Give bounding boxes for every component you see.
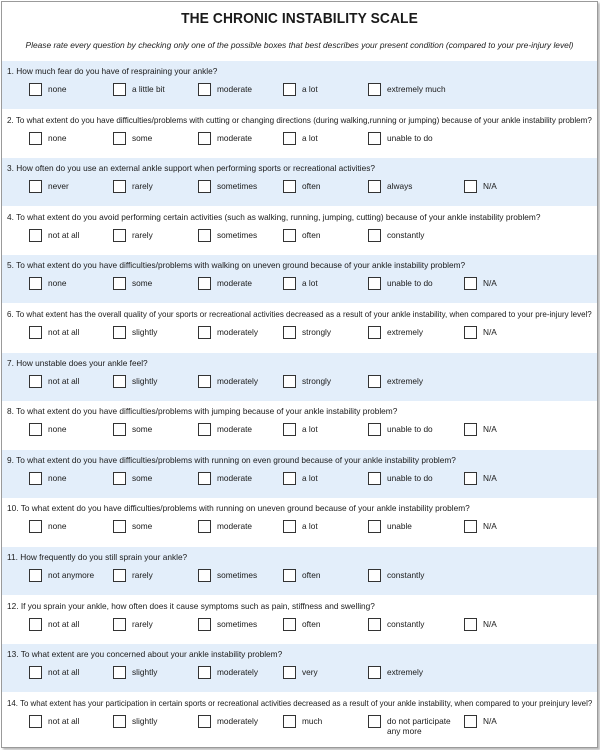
answer-label: strongly bbox=[302, 327, 332, 337]
question-text: 4. To what extent do you avoid performing certain activities (such as walking, running, jumping, cutting) because of your ankle instability problem? bbox=[7, 211, 541, 222]
answer-label: N/A bbox=[483, 521, 497, 532]
answer-label: a lot bbox=[302, 472, 318, 483]
answer-checkbox[interactable] bbox=[368, 472, 381, 485]
answer-checkbox[interactable] bbox=[29, 229, 42, 242]
answer-options bbox=[2, 180, 597, 204]
answer-label: unable bbox=[387, 521, 412, 532]
question-2 bbox=[2, 110, 597, 158]
answer-label: often bbox=[302, 570, 321, 580]
answer-options bbox=[2, 132, 597, 156]
answer-label: unable to do bbox=[387, 278, 433, 289]
answer-label: moderately bbox=[217, 667, 259, 678]
answer-label: none bbox=[48, 278, 67, 289]
answer-checkbox[interactable] bbox=[29, 618, 42, 631]
answer-checkbox[interactable] bbox=[368, 229, 381, 242]
answer-checkbox[interactable] bbox=[113, 715, 126, 728]
answer-options bbox=[2, 277, 597, 301]
question-12 bbox=[2, 596, 597, 644]
answer-options bbox=[2, 520, 597, 544]
answer-label: a lot bbox=[302, 132, 318, 143]
answer-label: do not participate any more bbox=[387, 715, 451, 736]
answer-checkbox[interactable] bbox=[283, 618, 296, 631]
question-text: 7. How unstable does your ankle feel? bbox=[7, 357, 148, 368]
question-7 bbox=[2, 353, 597, 401]
answer-label: moderate bbox=[217, 84, 253, 94]
answer-label: much bbox=[302, 715, 323, 726]
answer-label: a lot bbox=[302, 84, 318, 94]
answer-checkbox[interactable] bbox=[368, 666, 381, 679]
answer-label: always bbox=[387, 181, 413, 192]
answer-label: constantly bbox=[387, 229, 425, 240]
answer-checkbox[interactable] bbox=[368, 326, 381, 339]
question-1 bbox=[2, 61, 597, 109]
answer-checkbox[interactable] bbox=[29, 520, 42, 533]
answer-label: not at all bbox=[48, 327, 80, 337]
answer-label: not at all bbox=[48, 375, 80, 386]
question-text: 6. To what extent has the overall quality of your sports or recreational activities decreased as a result of your ankle instability, when compared to your pre-injury level? bbox=[7, 309, 592, 319]
answer-checkbox[interactable] bbox=[29, 472, 42, 485]
answer-label: unable to do bbox=[387, 424, 433, 435]
answer-checkbox[interactable] bbox=[283, 520, 296, 533]
answer-label: rarely bbox=[132, 229, 153, 240]
answer-checkbox[interactable] bbox=[198, 715, 211, 728]
answer-checkbox[interactable] bbox=[113, 520, 126, 533]
answer-checkbox[interactable] bbox=[464, 277, 477, 290]
answer-checkbox[interactable] bbox=[283, 229, 296, 242]
answer-label: never bbox=[48, 181, 69, 192]
answer-checkbox[interactable] bbox=[368, 132, 381, 145]
answer-label: unable to do bbox=[387, 132, 433, 143]
answer-checkbox[interactable] bbox=[368, 715, 381, 728]
answer-label: a lot bbox=[302, 521, 318, 532]
answer-label: moderate bbox=[217, 278, 253, 289]
answer-checkbox[interactable] bbox=[29, 375, 42, 388]
answer-label: moderately bbox=[217, 375, 259, 386]
answer-checkbox[interactable] bbox=[29, 132, 42, 145]
answer-checkbox[interactable] bbox=[283, 715, 296, 728]
question-text: 1. How much fear do you have of respraining your ankle? bbox=[7, 66, 218, 76]
answer-label: moderate bbox=[217, 521, 253, 532]
answer-label: moderately bbox=[217, 715, 259, 726]
answer-label: some bbox=[132, 521, 153, 532]
answer-checkbox[interactable] bbox=[113, 666, 126, 679]
answer-checkbox[interactable] bbox=[198, 520, 211, 533]
answer-checkbox[interactable] bbox=[113, 423, 126, 436]
answer-label: moderate bbox=[217, 132, 253, 143]
answer-label: N/A bbox=[483, 715, 497, 726]
answer-checkbox[interactable] bbox=[283, 326, 296, 339]
question-text: 10. To what extent do you have difficulties/problems with running on uneven ground because of your ankle instability problem? bbox=[7, 503, 470, 514]
answer-checkbox[interactable] bbox=[113, 472, 126, 485]
answer-label: extremely bbox=[387, 327, 423, 337]
answer-checkbox[interactable] bbox=[29, 666, 42, 679]
answer-checkbox[interactable] bbox=[283, 180, 296, 193]
answer-checkbox[interactable] bbox=[29, 326, 42, 339]
answer-label: N/A bbox=[483, 618, 497, 629]
questionnaire-page bbox=[1, 1, 598, 748]
answer-checkbox[interactable] bbox=[368, 277, 381, 290]
answer-label: N/A bbox=[483, 424, 497, 435]
answer-options bbox=[2, 83, 597, 107]
answer-checkbox[interactable] bbox=[283, 666, 296, 679]
answer-checkbox[interactable] bbox=[283, 472, 296, 485]
answer-label: N/A bbox=[483, 278, 497, 289]
instructions-text: Please rate every question by checking only one of the possible boxes that best describes your present condition (compared to your pre-injury level) bbox=[25, 40, 574, 50]
answer-label: a lot bbox=[302, 278, 318, 289]
question-text: 2. To what extent do you have difficulties/problems with cutting or changing directions (during walking,running or jumping) because of your ankle instability problem? bbox=[7, 114, 592, 125]
answer-label: some bbox=[132, 472, 153, 483]
answer-checkbox[interactable] bbox=[368, 520, 381, 533]
answer-checkbox[interactable] bbox=[464, 618, 477, 631]
answer-label: rarely bbox=[132, 181, 153, 192]
answer-label: none bbox=[48, 424, 67, 435]
answer-label: unable to do bbox=[387, 472, 433, 483]
answer-checkbox[interactable] bbox=[283, 83, 296, 96]
answer-checkbox[interactable] bbox=[283, 277, 296, 290]
answer-label: moderate bbox=[217, 424, 253, 435]
answer-checkbox[interactable] bbox=[198, 83, 211, 96]
answer-label: not anymore bbox=[48, 570, 95, 580]
answer-checkbox[interactable] bbox=[113, 83, 126, 96]
answer-checkbox[interactable] bbox=[464, 472, 477, 485]
answer-checkbox[interactable] bbox=[283, 423, 296, 436]
answer-label: slightly bbox=[132, 667, 158, 678]
answer-label: not at all bbox=[48, 229, 80, 240]
answer-label: moderate bbox=[217, 472, 253, 483]
answer-checkbox[interactable] bbox=[198, 569, 211, 582]
answer-checkbox[interactable] bbox=[29, 277, 42, 290]
answer-checkbox[interactable] bbox=[464, 423, 477, 436]
answer-label: none bbox=[48, 132, 67, 143]
answer-checkbox[interactable] bbox=[113, 618, 126, 631]
answer-label: not at all bbox=[48, 618, 80, 629]
answer-label: some bbox=[132, 424, 153, 435]
question-9 bbox=[2, 450, 597, 498]
answer-options bbox=[2, 666, 597, 690]
answer-checkbox[interactable] bbox=[113, 277, 126, 290]
answer-options bbox=[2, 375, 597, 399]
answer-checkbox[interactable] bbox=[464, 326, 477, 339]
answer-checkbox[interactable] bbox=[198, 472, 211, 485]
answer-checkbox[interactable] bbox=[29, 83, 42, 96]
answer-label: not at all bbox=[48, 667, 80, 678]
answer-label: none bbox=[48, 84, 67, 94]
question-14 bbox=[2, 693, 597, 741]
question-text: 8. To what extent do you have difficulties/problems with jumping because of your ankle instability problem? bbox=[7, 406, 398, 417]
question-3 bbox=[2, 158, 597, 206]
answer-checkbox[interactable] bbox=[198, 229, 211, 242]
answer-label: none bbox=[48, 521, 67, 532]
answer-checkbox[interactable] bbox=[464, 180, 477, 193]
question-8 bbox=[2, 401, 597, 449]
answer-label: not at all bbox=[48, 715, 80, 726]
answer-label: some bbox=[132, 278, 153, 289]
answer-label: often bbox=[302, 618, 321, 629]
answer-checkbox[interactable] bbox=[198, 326, 211, 339]
answer-label: sometimes bbox=[217, 618, 258, 629]
answer-checkbox[interactable] bbox=[113, 180, 126, 193]
question-11 bbox=[2, 547, 597, 595]
answer-label: some bbox=[132, 132, 153, 143]
question-13 bbox=[2, 644, 597, 692]
answer-checkbox[interactable] bbox=[283, 132, 296, 145]
answer-checkbox[interactable] bbox=[198, 277, 211, 290]
answer-checkbox[interactable] bbox=[113, 132, 126, 145]
answer-checkbox[interactable] bbox=[283, 375, 296, 388]
page-title: THE CHRONIC INSTABILITY SCALE bbox=[181, 10, 418, 27]
question-text: 12. If you sprain your ankle, how often does it cause symptoms such as pain, stiffness and swelling? bbox=[7, 600, 375, 611]
question-text: 13. To what extent are you concerned about your ankle instability problem? bbox=[7, 649, 283, 660]
answer-checkbox[interactable] bbox=[113, 326, 126, 339]
answer-checkbox[interactable] bbox=[29, 569, 42, 582]
answer-label: sometimes bbox=[217, 181, 258, 192]
answer-label: N/A bbox=[483, 327, 497, 337]
answer-checkbox[interactable] bbox=[29, 423, 42, 436]
question-6 bbox=[2, 304, 597, 352]
answer-label: moderately bbox=[217, 327, 259, 337]
answer-label: N/A bbox=[483, 472, 497, 483]
answer-label: slightly bbox=[132, 375, 158, 386]
answer-checkbox[interactable] bbox=[368, 569, 381, 582]
answer-label: sometimes bbox=[217, 229, 258, 240]
answer-checkbox[interactable] bbox=[198, 180, 211, 193]
question-5 bbox=[2, 255, 597, 303]
answer-label: rarely bbox=[132, 570, 153, 580]
answer-checkbox[interactable] bbox=[368, 375, 381, 388]
answer-label: constantly bbox=[387, 570, 425, 580]
answer-checkbox[interactable] bbox=[113, 569, 126, 582]
question-text: 9. To what extent do you have difficulties/problems with running on even ground because of your ankle instability problem? bbox=[7, 454, 456, 465]
answer-label: none bbox=[48, 472, 67, 483]
answer-checkbox[interactable] bbox=[464, 520, 477, 533]
answer-checkbox[interactable] bbox=[29, 715, 42, 728]
answer-checkbox[interactable] bbox=[29, 180, 42, 193]
answer-label: sometimes bbox=[217, 570, 258, 580]
answer-checkbox[interactable] bbox=[283, 569, 296, 582]
answer-checkbox[interactable] bbox=[198, 132, 211, 145]
answer-checkbox[interactable] bbox=[368, 83, 381, 96]
question-10 bbox=[2, 498, 597, 546]
answer-label: constantly bbox=[387, 618, 425, 629]
answer-label: a lot bbox=[302, 424, 318, 435]
answer-label: strongly bbox=[302, 375, 332, 386]
answer-options bbox=[2, 472, 597, 496]
answer-checkbox[interactable] bbox=[368, 423, 381, 436]
answer-options bbox=[2, 569, 597, 593]
question-text: 11. How frequently do you still sprain your ankle? bbox=[7, 552, 188, 562]
answer-checkbox[interactable] bbox=[113, 375, 126, 388]
answer-checkbox[interactable] bbox=[368, 180, 381, 193]
answer-options bbox=[2, 326, 597, 350]
answer-checkbox[interactable] bbox=[198, 618, 211, 631]
answer-label: slightly bbox=[132, 327, 158, 337]
answer-options bbox=[2, 423, 597, 447]
answer-checkbox[interactable] bbox=[464, 715, 477, 728]
question-text: 5. To what extent do you have difficulties/problems with walking on uneven ground because of your ankle instability problem? bbox=[7, 260, 466, 271]
answer-checkbox[interactable] bbox=[198, 666, 211, 679]
answer-label: extremely bbox=[387, 375, 423, 386]
question-text: 3. How often do you use an external ankle support when performing sports or recreational activities? bbox=[7, 163, 376, 174]
answer-options bbox=[2, 229, 597, 253]
answer-options bbox=[2, 715, 597, 739]
answer-label: extremely much bbox=[387, 84, 446, 94]
answer-checkbox[interactable] bbox=[198, 375, 211, 388]
answer-checkbox[interactable] bbox=[113, 229, 126, 242]
answer-label: often bbox=[302, 229, 321, 240]
answer-label: slightly bbox=[132, 715, 158, 726]
question-4 bbox=[2, 207, 597, 255]
answer-label: a little bit bbox=[132, 84, 165, 94]
answer-checkbox[interactable] bbox=[198, 423, 211, 436]
answer-label: extremely bbox=[387, 667, 423, 678]
answer-label: very bbox=[302, 667, 318, 678]
question-text: 14. To what extent has your participation in certain sports or recreational activities decreased as a result of your ankle instability, when compared to your preinjury level? bbox=[7, 697, 593, 708]
answer-checkbox[interactable] bbox=[368, 618, 381, 631]
answer-label: N/A bbox=[483, 181, 497, 192]
answer-label: rarely bbox=[132, 618, 153, 629]
answer-label: often bbox=[302, 181, 321, 192]
answer-options bbox=[2, 618, 597, 642]
